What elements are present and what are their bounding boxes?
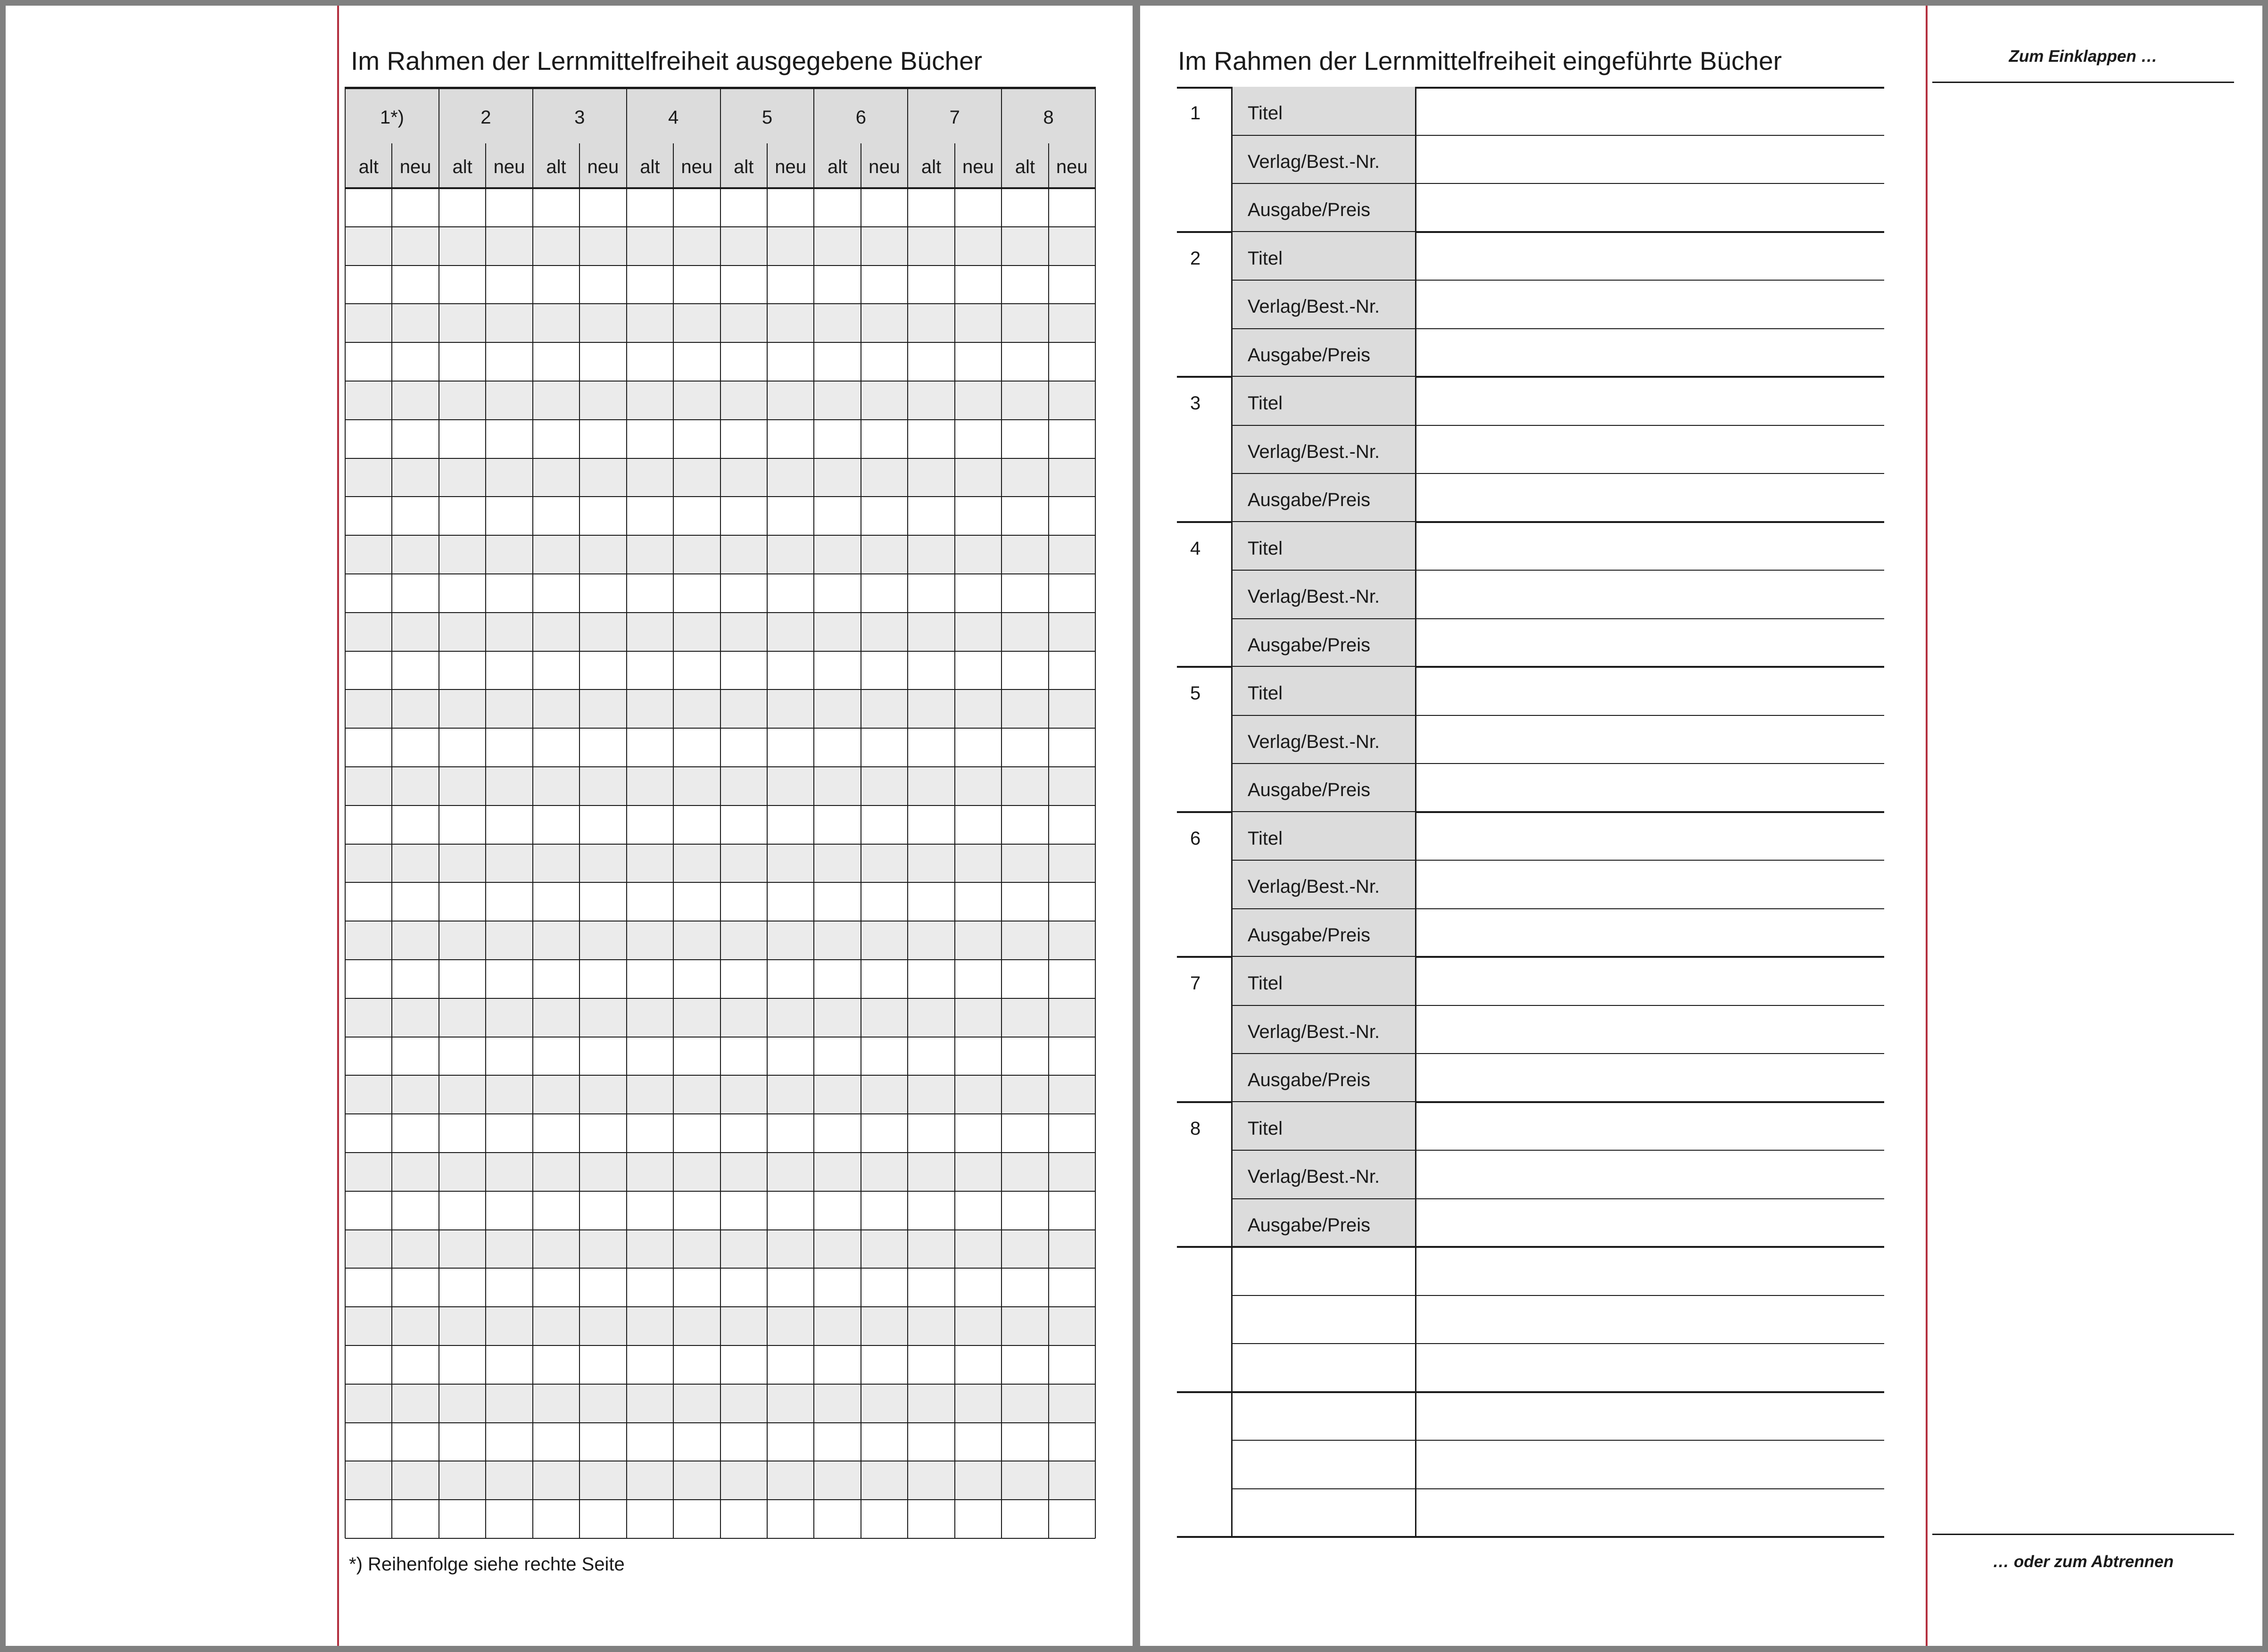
entry-field-label: Titel [1248, 103, 1283, 124]
entry-field-label: Titel [1248, 393, 1283, 414]
entry-separator [1177, 1391, 1884, 1393]
entry-field-label: Ausgabe/Preis [1248, 490, 1371, 510]
entry-separator [1177, 1246, 1884, 1248]
entry-field-label: Ausgabe/Preis [1248, 780, 1371, 800]
sub-row-line [1232, 473, 1884, 474]
sub-row-line [1232, 1295, 1884, 1296]
entry-number: 2 [1190, 248, 1201, 269]
column-group-header: 1*) [380, 107, 404, 128]
column-group-header: 6 [855, 107, 866, 128]
column-group-header: 2 [480, 107, 491, 128]
entry-field-label: Ausgabe/Preis [1248, 1070, 1371, 1090]
table-column-line [1048, 143, 1049, 1538]
table-column-line [907, 87, 908, 1538]
column-group-header: 4 [668, 107, 679, 128]
column-subheader: alt [827, 157, 848, 177]
column-subheader: neu [869, 157, 900, 177]
sub-row-line [1232, 1150, 1884, 1151]
left-page [6, 6, 1133, 1646]
column-subheader: neu [493, 157, 525, 177]
sub-row-line [1232, 570, 1884, 571]
entry-field-label: Verlag/Best.-Nr. [1248, 296, 1380, 317]
column-subheader: alt [734, 157, 754, 177]
entry-field-label: Verlag/Best.-Nr. [1248, 151, 1380, 172]
sub-row-line [1232, 183, 1884, 184]
entry-separator [1177, 1536, 1884, 1538]
sub-row-line [1232, 763, 1884, 764]
sub-row-line [1232, 1440, 1884, 1441]
issued-books-table [345, 82, 1095, 1539]
sub-row-line [1232, 1343, 1884, 1344]
column-subheader: alt [640, 157, 660, 177]
label-column-line [1231, 87, 1233, 1537]
entry-field-label: Titel [1248, 683, 1283, 704]
fold-note-top: Zum Einklappen … [2009, 47, 2158, 66]
table-column-line [767, 143, 768, 1538]
table-column-line [485, 143, 486, 1538]
column-subheader: neu [775, 157, 807, 177]
column-subheader: neu [1056, 157, 1088, 177]
table-column-line [673, 143, 674, 1538]
entry-field-label: Titel [1248, 973, 1283, 994]
entry-field-label: Ausgabe/Preis [1248, 634, 1371, 656]
table-column-line [813, 87, 814, 1538]
column-subheader: alt [358, 157, 379, 177]
sub-row-line [1232, 1198, 1884, 1199]
sub-row-line [1232, 1053, 1884, 1054]
entry-field-label: Ausgabe/Preis [1248, 344, 1371, 365]
margin-line [337, 6, 339, 1646]
entry-field-label: Titel [1248, 248, 1283, 269]
fold-note-top-rule [1932, 82, 2234, 83]
sub-row-line [1232, 860, 1884, 861]
sub-row-line [1232, 280, 1884, 281]
left-page-title: Im Rahmen der Lernmittelfreiheit ausgegebene Bücher [351, 46, 983, 75]
column-subheader: alt [1015, 157, 1035, 177]
column-group-header: 7 [949, 107, 960, 128]
column-subheader: neu [681, 157, 713, 177]
entry-field-label: Verlag/Best.-Nr. [1248, 1021, 1380, 1042]
table-column-line [532, 87, 533, 1538]
entry-number: 8 [1190, 1118, 1201, 1139]
sub-row-line [1232, 908, 1884, 909]
table-column-line [391, 143, 392, 1538]
entry-field-label: Titel [1248, 538, 1283, 559]
entry-field-label: Verlag/Best.-Nr. [1248, 731, 1380, 752]
table-column-line [626, 87, 627, 1538]
column-group-header: 8 [1043, 107, 1054, 128]
column-subheader: neu [587, 157, 619, 177]
fold-note-bottom: … oder zum Abtrennen [1993, 1552, 2174, 1571]
table-column-line [579, 143, 580, 1538]
entry-field-label: Titel [1248, 828, 1283, 849]
entry-number: 7 [1190, 973, 1201, 994]
fold-line [1926, 6, 1928, 1646]
sub-row-line [1232, 618, 1884, 619]
entry-number: 1 [1190, 103, 1201, 124]
sub-row-line [1232, 1005, 1884, 1006]
value-column-line [1415, 87, 1416, 1537]
sub-row-line [1232, 715, 1884, 716]
footnote: *) Reihenfolge siehe rechte Seite [349, 1554, 625, 1575]
column-subheader: alt [546, 157, 566, 177]
table-column-line [954, 143, 955, 1538]
entry-field-label: Ausgabe/Preis [1248, 199, 1371, 220]
right-page-title: Im Rahmen der Lernmittelfreiheit eingeführte Bücher [1178, 46, 1782, 75]
entry-field-label: Verlag/Best.-Nr. [1248, 876, 1380, 897]
entry-number: 5 [1190, 683, 1201, 704]
entry-field-label: Titel [1248, 1118, 1283, 1139]
entry-field-label: Verlag/Best.-Nr. [1248, 1166, 1380, 1187]
column-subheader: neu [399, 157, 431, 177]
fold-note-bottom-rule [1932, 1534, 2234, 1535]
sub-row-line [1232, 1488, 1884, 1489]
introduced-books-table [1177, 82, 1884, 1544]
entry-number: 6 [1190, 828, 1201, 849]
table-column-line [345, 87, 346, 1538]
entry-field-label: Verlag/Best.-Nr. [1248, 586, 1380, 607]
column-group-header: 5 [762, 107, 773, 128]
table-column-line [1095, 87, 1096, 1538]
entry-field-label: Ausgabe/Preis [1248, 924, 1371, 946]
column-subheader: neu [962, 157, 994, 177]
column-subheader: alt [921, 157, 942, 177]
sub-row-line [1232, 425, 1884, 426]
right-page [1140, 6, 2262, 1646]
column-group-header: 3 [574, 107, 585, 128]
entry-field-label: Verlag/Best.-Nr. [1248, 441, 1380, 462]
table-column-line [1001, 87, 1002, 1538]
entry-field-label: Ausgabe/Preis [1248, 1214, 1371, 1236]
entry-number: 3 [1190, 393, 1201, 414]
sub-row-line [1232, 135, 1884, 136]
entry-number: 4 [1190, 538, 1201, 559]
sub-row-line [1232, 328, 1884, 329]
table-column-line [720, 87, 721, 1538]
column-subheader: alt [452, 157, 472, 177]
